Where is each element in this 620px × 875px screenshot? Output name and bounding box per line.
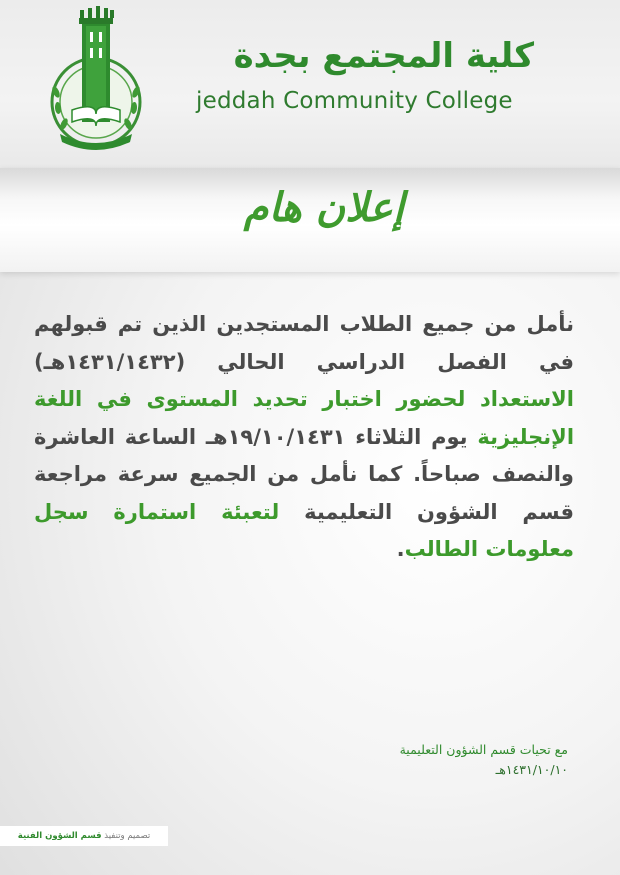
- body-text-highlight: لتعبئة استمارة سجل معلومات الطالب: [34, 499, 574, 561]
- body-text-part: يوم الثلاثاء ١٩/١٠/١٤٣١هـ الساعة العاشرة والنصف صباحاً.: [34, 424, 574, 486]
- body-text-part: .: [396, 537, 405, 561]
- body-text-part: نأمل من جميع الطلاب المستجدين الذين تم قبولهم في الفصل الدراسي الحالي (١٤٣١/١٤٣٢هـ): [34, 312, 574, 374]
- body-text-part: كما نأمل من الجميع سرعة مراجعة قسم الشؤون التعليمية: [34, 462, 574, 524]
- signature-block: [400, 740, 568, 780]
- signature-line: مع تحيات قسم الشؤون التعليمية: [399, 742, 568, 757]
- signature-date: ١٤٣١/١٠/١٠هـ: [495, 762, 568, 777]
- body-text-highlight: الاستعداد لحضور اختبار تحديد المستوى في اللغة الإنجليزية: [34, 387, 575, 449]
- footer-design-label: تصميم وتنفيذ: [104, 831, 151, 841]
- announcement-title: إعلان هام: [243, 184, 404, 231]
- footer-department: قسم الشؤون الفنية: [17, 831, 102, 841]
- announcement-body: [34, 306, 574, 569]
- footer-credit: [0, 826, 168, 846]
- college-name-english: jeddah Community College: [196, 88, 513, 114]
- college-name-arabic: كلية المجتمع بجدة: [233, 36, 534, 76]
- university-logo: [46, 6, 146, 156]
